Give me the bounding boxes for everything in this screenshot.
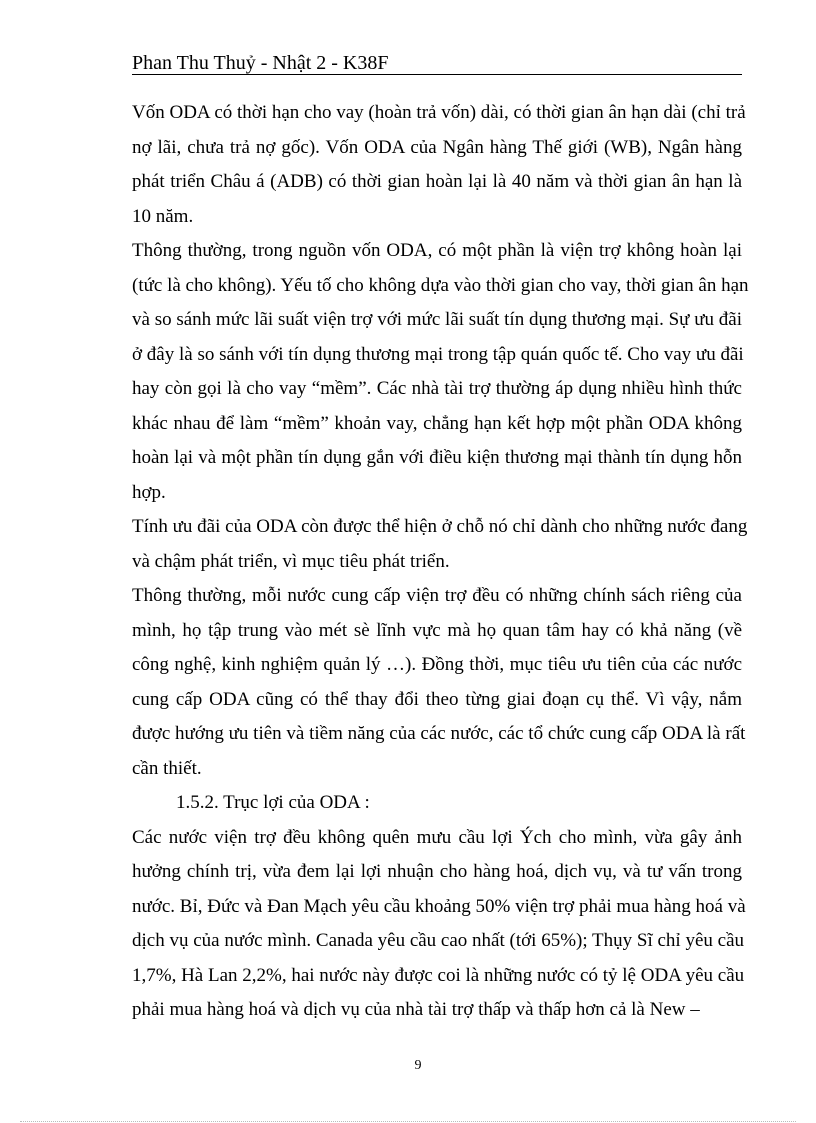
text-line: hay còn gọi là cho vay “mềm”. Các nhà tài trợ thường áp dụng nhiều hình thức <box>132 378 742 399</box>
page-number: 9 <box>414 1058 422 1073</box>
text-line: công nghệ, kinh nghiệm quản lý …). Đồng thời, mục tiêu ưu tiên của các nước <box>132 654 742 675</box>
paragraph-5 <box>132 823 746 1030</box>
body-text <box>132 98 749 1030</box>
text-line: Tính ưu đãi của ODA còn được thể hiện ở chỗ nó chỉ dành cho những nước đang <box>132 516 748 537</box>
text-line: hoàn lại và một phần tín dụng gắn với điều kiện thương mại thành tín dụng hỗn <box>132 447 742 468</box>
text-line: phát triển Châu á (ADB) có thời gian hoàn lại là 40 năm và thời gian ân hạn là <box>132 171 742 192</box>
text-line: hợp. <box>132 481 166 503</box>
text-line: nước. Bỉ, Đức và Đan Mạch yêu cầu khoảng 50% viện trợ phải mua hàng hoá và <box>132 895 746 917</box>
text-line: phải mua hàng hoá và dịch vụ của nhà tài trợ thấp và thấp hơn cả là New – <box>132 999 700 1020</box>
text-line: 10 năm. <box>132 205 194 227</box>
text-line: dịch vụ của nước mình. Canada yêu cầu cao nhất (tới 65%); Thụy Sĩ chỉ yêu cầu <box>132 930 744 951</box>
text-line: khác nhau để làm “mềm” khoản vay, chẳng hạn kết hợp một phần ODA không <box>132 412 742 434</box>
text-line: Các nước viện trợ đều không quên mưu cầu lợi Ých cho mình, vừa gây ảnh <box>132 826 742 848</box>
text-line: được hướng ưu tiên và tiềm năng của các nước, các tổ chức cung cấp ODA là rất <box>132 723 746 744</box>
paragraph-4 <box>132 581 746 788</box>
text-line: cần thiết. <box>132 757 202 779</box>
text-line: cung cấp ODA cũng có thể thay đổi theo từng giai đoạn cụ thể. Vì vậy, nắm <box>132 688 742 710</box>
text-line: 1,7%, Hà Lan 2,2%, hai nước này được coi là những nước có tỷ lệ ODA yêu cầu <box>132 964 745 986</box>
text-line: nợ lãi, chưa trả nợ gốc). Vốn ODA của Ngân hàng Thế giới (WB), Ngân hàng <box>132 136 742 158</box>
text-line: (tức là cho không). Yếu tố cho không dựa vào thời gian cho vay, thời gian ân hạn <box>132 274 749 296</box>
paragraph-1 <box>132 98 746 236</box>
header-rule <box>132 74 742 75</box>
page-header: Phan Thu Thuỷ - Nhật 2 - K38F <box>132 52 389 74</box>
paragraph-3 <box>132 512 748 581</box>
text-line: Vốn ODA có thời hạn cho vay (hoàn trả vốn) dài, có thời gian ân hạn dài (chỉ trả <box>132 102 746 123</box>
text-line: mình, họ tập trung vào mét sè lĩnh vực mà họ quan tâm hay có khả năng (về <box>132 619 742 641</box>
text-line: Thông thường, mỗi nước cung cấp viện trợ đều có những chính sách riêng của <box>132 585 742 606</box>
section-heading: 1.5.2. Trục lợi của ODA : <box>176 792 370 813</box>
text-line: hưởng chính trị, vừa đem lại lợi nhuận cho hàng hoá, dịch vụ, và tư vấn trong <box>132 861 742 882</box>
text-line: Thông thường, trong nguồn vốn ODA, có một phần là viện trợ không hoàn lại <box>132 240 742 261</box>
paragraph-2 <box>132 236 749 512</box>
text-line: ở đây là so sánh với tín dụng thương mại trong tập quán quốc tế. Cho vay ưu đãi <box>132 343 744 365</box>
text-line: và chậm phát triển, vì mục tiêu phát triển. <box>132 550 450 572</box>
text-line: và so sánh mức lãi suất viện trợ với mức lãi suất tín dụng thương mại. Sự ưu đãi <box>132 309 742 330</box>
page-bottom-edge <box>20 1121 796 1122</box>
